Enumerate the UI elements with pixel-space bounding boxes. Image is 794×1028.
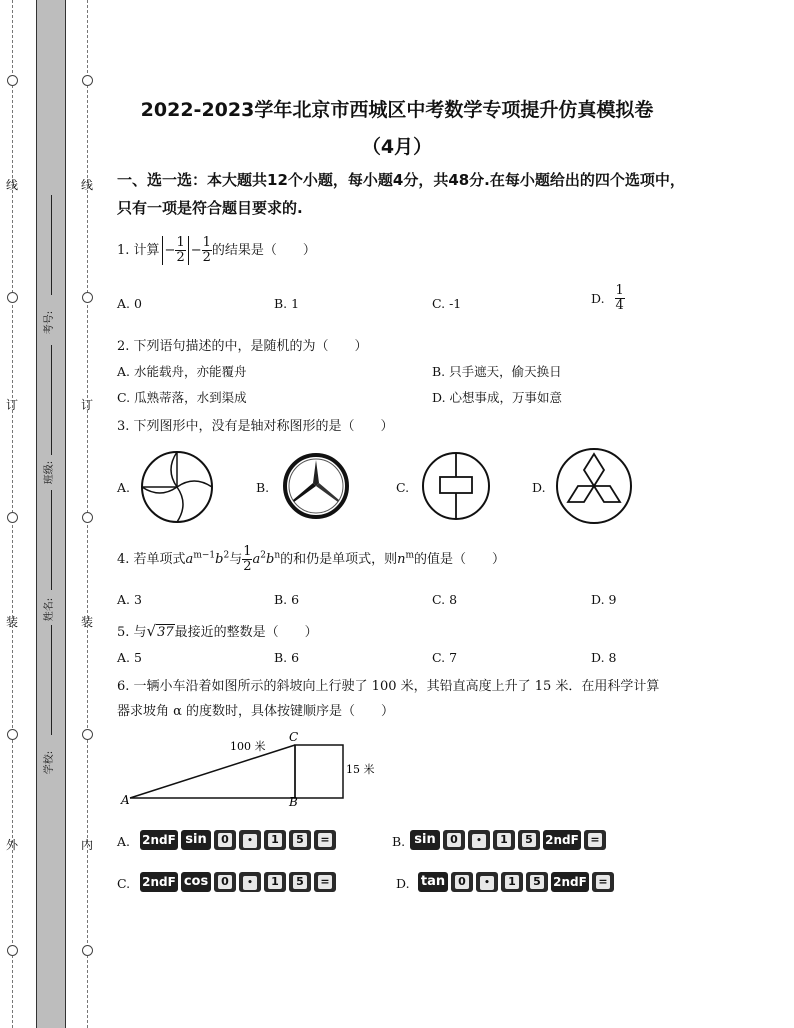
key-2ndf: 2ndF	[543, 830, 581, 850]
binding-hole	[82, 729, 93, 740]
q4-term1-b-exp: 2	[223, 550, 230, 561]
q3-figure-b-star-logo	[282, 452, 350, 520]
q1-suffix: 的结果是（ ）	[211, 243, 316, 258]
q4-term2-a: a	[252, 552, 261, 567]
margin-label-ding-outer: 订	[5, 398, 18, 412]
q1-fraction	[175, 236, 185, 265]
key-0: 0	[214, 872, 236, 892]
exam-number-label: 考号:	[44, 310, 56, 335]
q1-fraction-2	[202, 236, 212, 265]
sqrt-symbol-icon: √	[146, 622, 157, 640]
question-5	[117, 621, 318, 640]
name-label: 姓名:	[44, 597, 56, 622]
q2-option-d[interactable]: D. 心想事成，万事如意	[432, 390, 563, 405]
key-equals: =	[314, 872, 336, 892]
question-4	[117, 545, 505, 574]
key-2ndf: 2ndF	[551, 872, 589, 892]
q6-option-d-keys	[418, 870, 614, 894]
q4-suffix: 的和仍是单项式，则	[280, 552, 398, 567]
slope-length-label: 100 米	[230, 740, 266, 753]
key-tan: tan	[418, 872, 448, 892]
q6-option-d-label[interactable]: D.	[396, 876, 410, 891]
key-0: 0	[443, 830, 465, 850]
q5-radicand: 37	[157, 625, 174, 640]
q2-option-a[interactable]: A. 水能载舟，亦能覆舟	[117, 364, 247, 379]
q1-frac2-num: 1	[202, 235, 211, 250]
q5-option-d[interactable]: D. 8	[591, 650, 617, 665]
margin-label-zhuang-inner: 装	[80, 615, 93, 629]
q3-figure-c-circle-rect	[420, 450, 492, 522]
q4-term1-a-exp: m−1	[193, 550, 216, 561]
q1-option-b[interactable]: B. 1	[274, 296, 300, 311]
question-3: 3. 下列图形中，没有是轴对称图形的是（ ）	[117, 419, 394, 434]
q1-frac-den: 2	[176, 250, 185, 265]
key-equals: =	[584, 830, 606, 850]
binding-hole	[82, 75, 93, 86]
q3-option-c-label[interactable]: C.	[396, 480, 410, 495]
q1-inner-minus: −	[164, 243, 176, 258]
q4-option-a[interactable]: A. 3	[117, 592, 142, 607]
margin-label-wai: 外	[5, 838, 18, 852]
q5-option-c[interactable]: C. 7	[432, 650, 458, 665]
q3-figure-a-pinwheel	[140, 450, 214, 524]
q4-option-b[interactable]: B. 6	[274, 592, 300, 607]
point-a-label: A	[121, 793, 130, 807]
margin-label-xian-outer: 线	[5, 178, 18, 192]
question-2: 2. 下列语句描述的中，是随机的为（ ）	[117, 339, 368, 354]
key-sin: sin	[410, 830, 440, 850]
q1-option-c[interactable]: C. -1	[432, 296, 462, 311]
key-2ndf: 2ndF	[140, 830, 178, 850]
question-6-line2: 器求坡角 α 的度数时，具体按键顺序是（ ）	[117, 704, 395, 719]
q6-option-b-keys	[410, 828, 606, 852]
q5-option-a[interactable]: A. 5	[117, 650, 142, 665]
page-subtitle: （4月）	[361, 136, 433, 158]
page-title: 2022-2023学年北京市西城区中考数学专项提升仿真模拟卷	[140, 99, 654, 121]
height-label: 15 米	[346, 763, 375, 776]
key-0: 0	[214, 830, 236, 850]
binding-hole	[7, 729, 18, 740]
question-1	[117, 236, 316, 265]
point-c-label: C	[289, 730, 299, 744]
binding-hole	[82, 292, 93, 303]
binding-hole	[7, 945, 18, 956]
binding-hole	[7, 292, 18, 303]
q6-option-b-label[interactable]: B.	[392, 834, 406, 849]
q3-option-b-label[interactable]: B.	[256, 480, 270, 495]
key-cos: cos	[181, 872, 211, 892]
key-dot: •	[476, 872, 498, 892]
point-b-label: B	[289, 795, 298, 808]
q4-var-exp: m	[405, 550, 415, 561]
key-5: 5	[289, 872, 311, 892]
binding-hole	[7, 512, 18, 523]
question-6-line1: 6. 一辆小车沿着如图所示的斜坡向上行驶了 100 米，其铅直高度上升了 15 米．在用科学计算	[117, 679, 660, 694]
q4-prefix: 4. 若单项式	[117, 552, 186, 567]
key-1: 1	[264, 872, 286, 892]
q3-option-a-label[interactable]: A.	[117, 480, 131, 495]
class-line[interactable]	[51, 345, 52, 455]
q4-term2-b: b	[265, 552, 275, 567]
q1-prefix: 1. 计算	[117, 243, 160, 258]
margin-label-nei: 内	[80, 838, 93, 852]
binding-hole	[82, 512, 93, 523]
key-1: 1	[493, 830, 515, 850]
q4-fraction	[242, 545, 252, 574]
q1-option-d-fraction	[615, 284, 625, 313]
q2-option-b[interactable]: B. 只手遮天，偷天换日	[432, 364, 562, 379]
q1-mid-minus: −	[190, 243, 202, 258]
q6-option-c-label[interactable]: C.	[117, 876, 131, 891]
key-1: 1	[501, 872, 523, 892]
q5-prefix: 5. 与	[117, 625, 147, 640]
class-label: 班级:	[44, 460, 56, 485]
school-label: 学校:	[44, 750, 56, 775]
key-sin: sin	[181, 830, 211, 850]
key-equals: =	[592, 872, 614, 892]
exam-number-line[interactable]	[51, 195, 52, 295]
q5-option-b[interactable]: B. 6	[274, 650, 300, 665]
q3-figure-d-diamonds	[554, 446, 634, 526]
key-5: 5	[518, 830, 540, 850]
q1-frac2-den: 2	[202, 250, 211, 265]
q4-option-c[interactable]: C. 8	[432, 592, 458, 607]
binding-hole	[7, 75, 18, 86]
key-dot: •	[239, 872, 261, 892]
margin-label-ding-inner: 订	[80, 398, 93, 412]
key-2ndf: 2ndF	[140, 872, 178, 892]
q1-option-d-label: D.	[591, 291, 605, 306]
q6-option-a-keys	[140, 828, 336, 852]
q4-frac-num: 1	[243, 544, 252, 559]
q4-term2-a-exp: 2	[260, 550, 266, 561]
q4-term1-a: a	[185, 552, 194, 567]
key-5: 5	[289, 830, 311, 850]
margin-label-zhuang-outer: 装	[5, 615, 18, 629]
q6-slope-figure	[115, 728, 385, 808]
q5-suffix: 最接近的整数是（ ）	[174, 625, 318, 640]
q2-option-c[interactable]: C. 瓜熟蒂落，水到渠成	[117, 390, 247, 405]
section-heading: 一、选一选：本大题共12个小题，每小题4分，共48分.在每小题给出的四个选项中，只有一项是符合题目要求的.	[117, 171, 685, 217]
name-line[interactable]	[51, 490, 52, 590]
q4-conjunction: 与	[229, 552, 243, 567]
q1-option-d-den: 4	[615, 298, 624, 313]
q4-end: 的值是（ ）	[414, 552, 506, 567]
school-line[interactable]	[51, 625, 52, 735]
q1-option-d[interactable]	[591, 284, 625, 313]
q1-frac-num: 1	[176, 235, 185, 250]
key-5: 5	[526, 872, 548, 892]
q4-option-d[interactable]: D. 9	[591, 592, 617, 607]
q4-term2-b-exp: n	[274, 550, 281, 561]
q1-abs-expression	[162, 236, 189, 265]
q4-frac-den: 2	[243, 559, 252, 574]
key-dot: •	[468, 830, 490, 850]
q4-var-n: n	[397, 552, 406, 567]
q6-option-c-keys	[140, 870, 336, 894]
binding-hole	[82, 945, 93, 956]
q4-term1-b: b	[215, 552, 224, 567]
key-1: 1	[264, 830, 286, 850]
key-0: 0	[451, 872, 473, 892]
key-dot: •	[239, 830, 261, 850]
q1-option-d-num: 1	[615, 283, 624, 298]
q1-option-a[interactable]: A. 0	[117, 296, 142, 311]
q6-option-a-label[interactable]: A.	[117, 834, 131, 849]
q3-option-d-label[interactable]: D.	[532, 480, 546, 495]
key-equals: =	[314, 830, 336, 850]
margin-label-xian-inner: 线	[80, 178, 93, 192]
